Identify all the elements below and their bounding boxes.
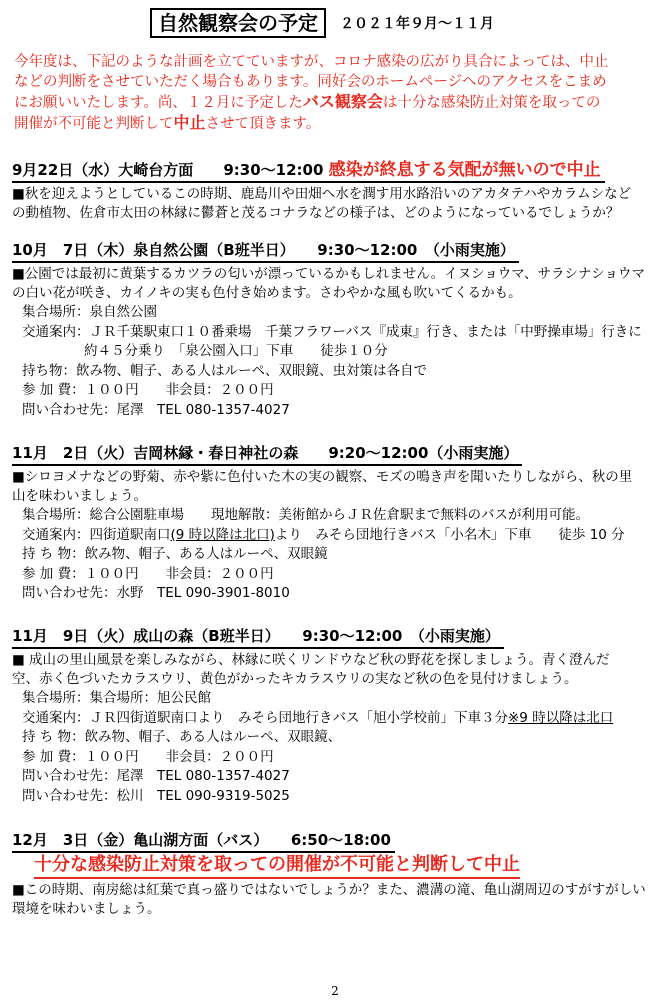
event-description: ■公園では最初に黄葉するカツラの匂いが漂っているかもしれません。イヌショウマ、サラシナショウマ の白い花が咲き、カイノキの実も色付き始めます。さわやかな風も吹いてくるかも。 bbox=[12, 266, 645, 301]
event-sep22 bbox=[12, 160, 662, 223]
bus-event-emphasis: バス観察会 bbox=[302, 92, 383, 111]
event-dec03 bbox=[12, 830, 662, 919]
event-info bbox=[12, 689, 662, 806]
contact-info: 問い合わせ先：水野 TEL 090-3901-8010 bbox=[22, 585, 290, 601]
fee-info: 参 加 費：１００円 非会員：２００円 bbox=[22, 382, 274, 398]
transport-info: 交通案内：ＪＲ四街道駅南口より みそら団地行きバス「旭小学校前」下車３分※9 時以降は北口 bbox=[22, 709, 614, 726]
event-description: ■この時期、南房総は紅葉で真っ盛りではないでしょうか？また、濃溝の滝、亀山湖周辺のすがすがしい 環境を味わいましょう。 bbox=[12, 882, 646, 917]
intro-line: などの判断をさせていただく場合もあります。同好会のホームページへのアクセスをこまめ bbox=[14, 74, 607, 90]
meeting-place: 集合場所：泉自然公園 bbox=[22, 304, 157, 320]
intro-notice bbox=[14, 52, 658, 134]
event-heading: 11月 2日（火）吉岡林縁・春日神社の森 9:20～12:00（小雨実施） bbox=[12, 443, 522, 466]
title-row bbox=[150, 8, 494, 38]
items-to-bring: 持 ち 物：飲み物、帽子、ある人はルーペ、双眼鏡、 bbox=[22, 729, 342, 745]
event-heading: 11月 9日（火）成山の森（B班半日） 9:30～12:00 （小雨実施） bbox=[12, 626, 504, 649]
items-to-bring: 持ち物：飲み物、帽子、ある人はルーペ、双眼鏡、虫対策は各自で bbox=[22, 362, 427, 379]
contact-info: 問い合わせ先：尾澤 TEL 080-1357-4027 bbox=[22, 768, 290, 784]
cancel-emphasis: 中止 bbox=[173, 113, 206, 132]
period-label: ２０２１年９月～１１月 bbox=[340, 16, 494, 32]
cancel-notice: 感染が終息する気配が無いので中止 bbox=[328, 160, 601, 180]
event-nov09 bbox=[12, 626, 662, 806]
event-description: ■ 成山の里山風景を楽しみながら、林縁に咲くリンドウなど秋の野花を探しましょう。青く澄んだ 空、赤く色づいたカラスウリ、黄色がかったキカラスウリの実など秋の色を見付けましょう。 bbox=[12, 652, 610, 687]
meeting-place: 集合場所：集合場所：旭公民館 bbox=[22, 690, 211, 706]
event-heading: 9月22日（水）大崎台方面 9:30～12:00 感染が終息する気配が無いので中止 bbox=[12, 160, 605, 183]
fee-info: 参 加 費：１００円 非会員：２００円 bbox=[22, 748, 274, 765]
event-description: ■シロヨメナなどの野菊、赤や紫に色付いた木の実の観察、モズの鳴き声を聞いたりしながら、秋の里 山を味わいましょう。 bbox=[12, 469, 633, 504]
transport-info-cont: 約４５分乗り 「泉公園入口」下車 徒歩１０分 bbox=[84, 343, 388, 359]
page-title: 自然観察会の予定 bbox=[150, 8, 326, 38]
intro-line: 開催が不可能と判断して中止させて頂きます。 bbox=[14, 113, 321, 132]
cancel-notice: 十分な感染防止対策を取っての開催が不可能と判断して中止 bbox=[34, 853, 520, 879]
contact-info: 問い合わせ先：尾澤 TEL 080-1357-4027 bbox=[22, 401, 290, 418]
items-to-bring: 持 ち 物：飲み物、帽子、ある人はルーペ、双眼鏡 bbox=[22, 546, 328, 562]
event-info bbox=[12, 506, 662, 604]
event-oct07 bbox=[12, 240, 662, 420]
transport-info: 交通案内：四街道駅南口(9 時以降は北口)より みそら団地行きバス「小名木」下車 徒歩 10 分 bbox=[22, 526, 625, 543]
contact-info: 問い合わせ先：松川 TEL 090-9319-5025 bbox=[22, 787, 290, 804]
intro-line: 今年度は、下記のような計画を立てていますが、コロナ感染の広がり具合によっては、中止 bbox=[14, 54, 609, 70]
event-heading: 10月 7日（木）泉自然公園（B班半日） 9:30～12:00 （小雨実施） bbox=[12, 240, 519, 263]
event-info bbox=[12, 303, 662, 420]
page-number: 2 bbox=[331, 984, 339, 998]
transport-info: 交通案内：ＪＲ千葉駅東口１０番乗場 千葉フラワーバス『成東』行き、または「中野操車場」行きに bbox=[22, 323, 642, 340]
fee-info: 参 加 費：１００円 非会員：２００円 bbox=[22, 565, 274, 582]
event-description: ■秋を迎えようとしているこの時期、鹿島川や田畑へ水を潤す用水路沿いのアカタテハやカラムシなど の動植物、佐倉市太田の林縁に鬱蒼と茂るコナラなどの様子は、どのようになっているでしょうか？ bbox=[12, 186, 632, 221]
event-heading: 12月 3日（金）亀山湖方面（バス） 6:50～18:00 bbox=[12, 830, 395, 853]
meeting-place: 集合場所：総合公園駐車場 現地解散：美術館からＪＲ佐倉駅まで無料のバスが利用可能。 bbox=[22, 507, 589, 523]
event-nov02 bbox=[12, 443, 662, 604]
intro-line: にお願いいたします。尚、１２月に予定したバス観察会は十分な感染防止対策を取っての bbox=[14, 92, 601, 111]
